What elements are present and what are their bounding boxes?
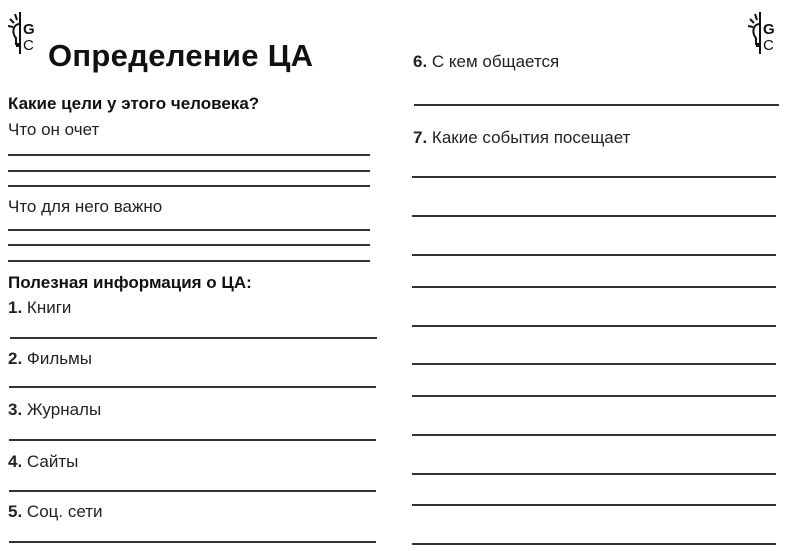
answer-line[interactable]	[8, 185, 370, 187]
item-number: 2.	[8, 349, 23, 368]
item-number: 7.	[413, 128, 428, 147]
list-item-websites	[8, 452, 78, 472]
item-label: Какие события посещает	[431, 128, 631, 147]
answer-line[interactable]	[412, 473, 776, 475]
item-number: 3.	[8, 400, 23, 419]
answer-line[interactable]	[412, 215, 776, 217]
answer-line[interactable]	[8, 170, 370, 172]
svg-text:G: G	[23, 21, 35, 38]
item-label: Фильмы	[26, 349, 93, 368]
answer-line[interactable]	[9, 439, 376, 441]
list-item-events	[413, 128, 630, 148]
answer-line[interactable]	[412, 434, 776, 436]
answer-line[interactable]	[412, 543, 776, 545]
answer-line[interactable]	[8, 260, 370, 262]
item-number: 5.	[8, 502, 23, 521]
list-item-books	[8, 298, 71, 318]
lightbulb-logo-icon	[8, 10, 44, 54]
goals-question-wants: Что он очет	[8, 120, 100, 139]
item-number: 6.	[413, 52, 428, 71]
answer-line[interactable]	[414, 104, 779, 106]
item-label: Соц. сети	[26, 502, 103, 521]
goals-heading: Какие цели у этого человека?	[8, 94, 260, 113]
list-item-films	[8, 349, 92, 369]
item-label: С кем общается	[431, 52, 560, 71]
item-label: Журналы	[26, 400, 102, 419]
page-title: Определение ЦА	[48, 38, 314, 73]
item-number: 1.	[8, 298, 23, 317]
answer-line[interactable]	[412, 254, 776, 256]
item-label: Сайты	[26, 452, 79, 471]
svg-text:C: C	[23, 37, 34, 54]
list-item-magazines	[8, 400, 101, 420]
answer-line[interactable]	[412, 395, 776, 397]
answer-line[interactable]	[9, 541, 376, 543]
svg-text:C: C	[763, 37, 774, 54]
answer-line[interactable]	[9, 490, 376, 492]
answer-line[interactable]	[412, 176, 776, 178]
item-label: Книги	[26, 298, 72, 317]
answer-line[interactable]	[10, 337, 377, 339]
answer-line[interactable]	[8, 154, 370, 156]
answer-line[interactable]	[8, 229, 370, 231]
info-heading: Полезная информация о ЦА:	[8, 273, 252, 292]
svg-text:G: G	[763, 21, 775, 38]
answer-line[interactable]	[412, 286, 776, 288]
answer-line[interactable]	[412, 363, 776, 365]
goals-question-important: Что для него важно	[8, 197, 163, 216]
item-number: 4.	[8, 452, 23, 471]
answer-line[interactable]	[412, 504, 776, 506]
list-item-contacts	[413, 52, 559, 72]
list-item-social	[8, 502, 103, 522]
lightbulb-logo-icon	[748, 10, 784, 54]
answer-line[interactable]	[8, 244, 370, 246]
answer-line[interactable]	[412, 325, 776, 327]
answer-line[interactable]	[9, 386, 376, 388]
